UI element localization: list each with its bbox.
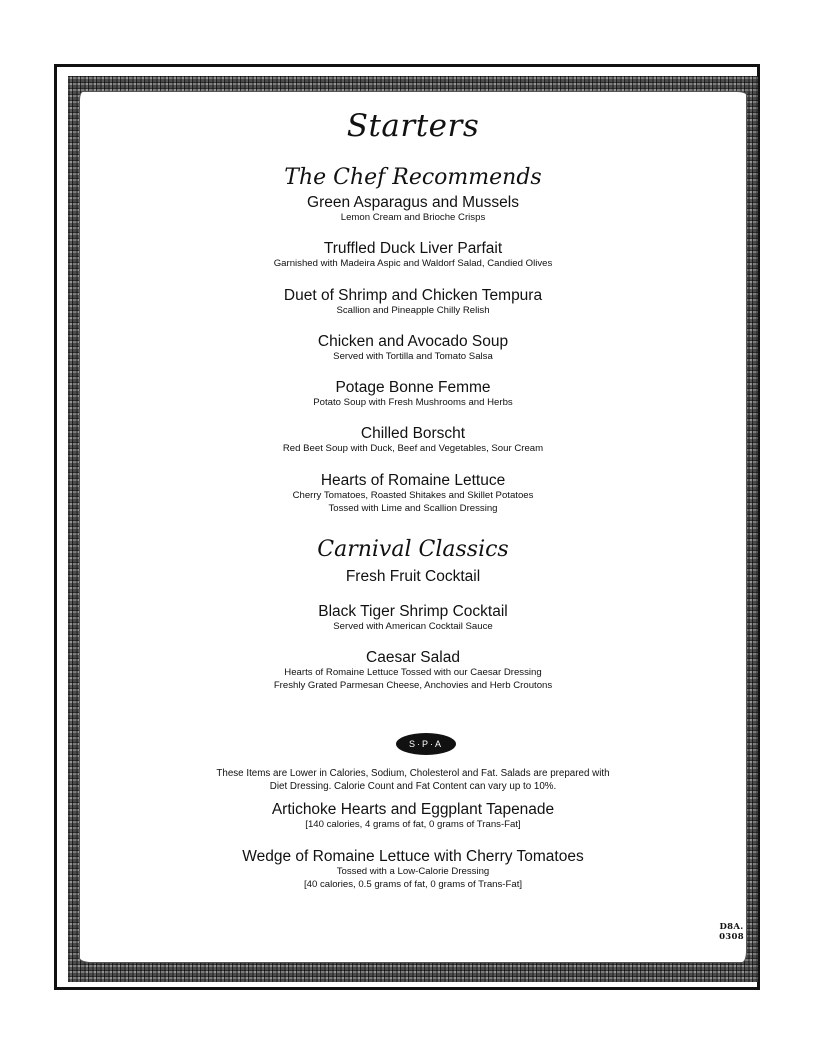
menu-item: [80, 848, 746, 891]
item-name: Black Tiger Shrimp Cocktail: [318, 603, 508, 620]
item-desc: Served with American Cocktail Sauce: [333, 621, 493, 632]
item-desc-line2: Tossed with Lime and Scallion Dressing: [328, 502, 498, 514]
item-desc: Scallion and Pineapple Chilly Relish: [336, 305, 490, 316]
item-desc: [140 calories, 4 grams of fat, 0 grams of Trans-Fat]: [305, 819, 521, 830]
item-desc: Garnished with Madeira Aspic and Waldorf Salad, Candied Olives: [273, 258, 553, 269]
item-name: Chicken and Avocado Soup: [317, 333, 509, 350]
item-desc: Hearts of Romaine Lettuce Tossed with our Caesar Dressing: [284, 667, 542, 678]
item-desc: Lemon Cream and Brioche Crisps: [340, 212, 486, 223]
menu-item: [80, 568, 746, 586]
item-name: Wedge of Romaine Lettuce with Cherry Tomatoes: [242, 848, 584, 865]
menu-item: [80, 472, 746, 515]
menu-item: [80, 603, 746, 634]
spa-note: [80, 768, 746, 793]
menu-item: [80, 287, 746, 318]
item-name: Potage Bonne Femme: [335, 379, 491, 396]
spa-note-line2: Diet Dressing. Calorie Count and Fat Content can vary up to 10%.: [269, 780, 557, 792]
item-name: Fresh Fruit Cocktail: [345, 568, 481, 585]
item-desc: Served with Tortilla and Tomato Salsa: [333, 351, 493, 362]
section-heading-chef: The Chef Recommends: [284, 165, 542, 190]
menu-item: [80, 379, 746, 410]
section-heading-classics: Carnival Classics: [317, 537, 509, 562]
menu-item: [80, 801, 746, 832]
item-name: Green Asparagus and Mussels: [307, 194, 519, 211]
item-name: Caesar Salad: [366, 649, 460, 666]
document-code: D8A. 0308: [719, 922, 744, 942]
menu-item: [80, 649, 746, 692]
item-name: Truffled Duck Liver Parfait: [323, 240, 503, 257]
item-name: Hearts of Romaine Lettuce: [320, 472, 506, 489]
item-desc-line2: [40 calories, 0.5 grams of fat, 0 grams of Trans-Fat]: [303, 878, 523, 890]
page-title: Starters: [346, 108, 480, 144]
item-name: Artichoke Hearts and Eggplant Tapenade: [271, 801, 555, 818]
item-desc: Red Beet Soup with Duck, Beef and Vegetables, Sour Cream: [282, 443, 544, 454]
item-desc-line2: Freshly Grated Parmesan Cheese, Anchovies and Herb Croutons: [273, 679, 553, 691]
spa-note-line1: These Items are Lower in Calories, Sodium, Cholesterol and Fat. Salads are prepared with: [216, 768, 610, 779]
item-name: Chilled Borscht: [360, 425, 466, 442]
menu-item: [80, 240, 746, 271]
menu-item: [80, 425, 746, 456]
item-name: Duet of Shrimp and Chicken Tempura: [283, 287, 543, 304]
item-desc: Tossed with a Low-Calorie Dressing: [336, 866, 490, 877]
menu-item: [80, 333, 746, 364]
spa-badge: S·P·A: [396, 733, 456, 755]
item-desc: Potato Soup with Fresh Mushrooms and Herbs: [313, 397, 513, 408]
menu-item: [80, 194, 746, 225]
item-desc: Cherry Tomatoes, Roasted Shitakes and Skillet Potatoes: [292, 490, 534, 501]
